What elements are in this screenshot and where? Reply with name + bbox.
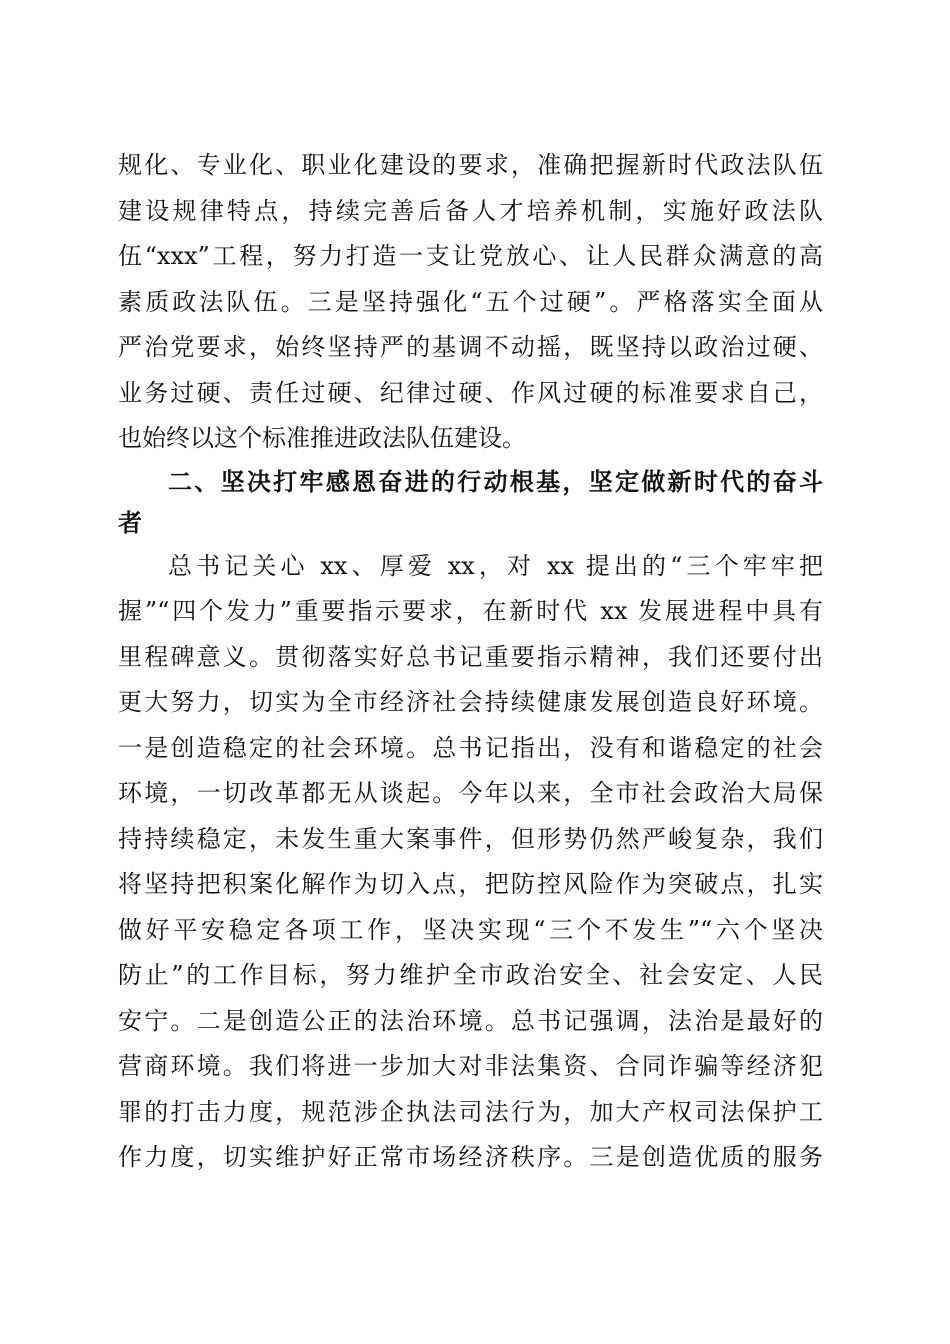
paragraph-1-line: 严治党要求，始终坚持严的基调不动摇，既坚持以政治过硬、 <box>118 333 823 361</box>
paragraph-1-line: 建设规律特点，持续完善后备人才培养机制，实施好政法队 <box>118 197 823 225</box>
paragraph-2-line: 环境，一切改革都无从谈起。今年以来，全市社会政治大局保 <box>118 779 823 807</box>
paragraph-2-line: 持持续稳定，未发生重大案事件，但形势仍然严峻复杂，我们 <box>118 825 823 853</box>
paragraph-2-line: 罪的打击力度，规范涉企执法司法行为，加大产权司法保护工 <box>118 1098 823 1126</box>
paragraph-2-line: 一是创造稳定的社会环境。总书记指出，没有和谐稳定的社会 <box>118 734 823 762</box>
section-heading: 二、坚决打牢感恩奋进的行动根基，坚定做新时代的奋斗 <box>168 468 823 496</box>
paragraph-2-line: 防止”的工作目标，努力维护全市政治安全、社会安定、人民 <box>118 961 823 989</box>
paragraph-2-line: 总书记关心 xx、厚爱 xx，对 xx 提出的“三个牢牢把 <box>168 552 823 580</box>
paragraph-2-line: 里程碑意义。贯彻落实好总书记重要指示精神，我们还要付出 <box>118 643 823 671</box>
paragraph-1-line: 伍“xxx”工程，努力打造一支让党放心、让人民群众满意的高 <box>118 242 823 270</box>
paragraph-1-line: 也始终以这个标准推进政法队伍建设。 <box>118 424 526 452</box>
paragraph-2-line: 更大努力，切实为全市经济社会持续健康发展创造良好环境。 <box>118 688 823 716</box>
paragraph-2-line: 将坚持把积案化解作为切入点，把防控风险作为突破点，扎实 <box>118 870 823 898</box>
paragraph-2-line: 握”“四个发力”重要指示要求，在新时代 xx 发展进程中具有 <box>118 597 823 625</box>
paragraph-1-line: 素质政法队伍。三是坚持强化“五个过硬”。严格落实全面从 <box>118 288 823 316</box>
paragraph-2-line: 做好平安稳定各项工作，坚决实现“三个不发生”“六个坚决 <box>118 916 823 944</box>
paragraph-2-line: 作力度，切实维护好正常市场经济秩序。三是创造优质的服务 <box>118 1143 823 1171</box>
paragraph-2-line: 安宁。二是创造公正的法治环境。总书记强调，法治是最好的 <box>118 1007 823 1035</box>
paragraph-1-line: 业务过硬、责任过硬、纪律过硬、作风过硬的标准要求自己， <box>118 379 823 407</box>
paragraph-2-line: 营商环境。我们将进一步加大对非法集资、合同诈骗等经济犯 <box>118 1052 823 1080</box>
paragraph-1-line: 规化、专业化、职业化建设的要求，准确把握新时代政法队伍 <box>118 151 823 179</box>
section-heading: 者 <box>118 509 142 537</box>
